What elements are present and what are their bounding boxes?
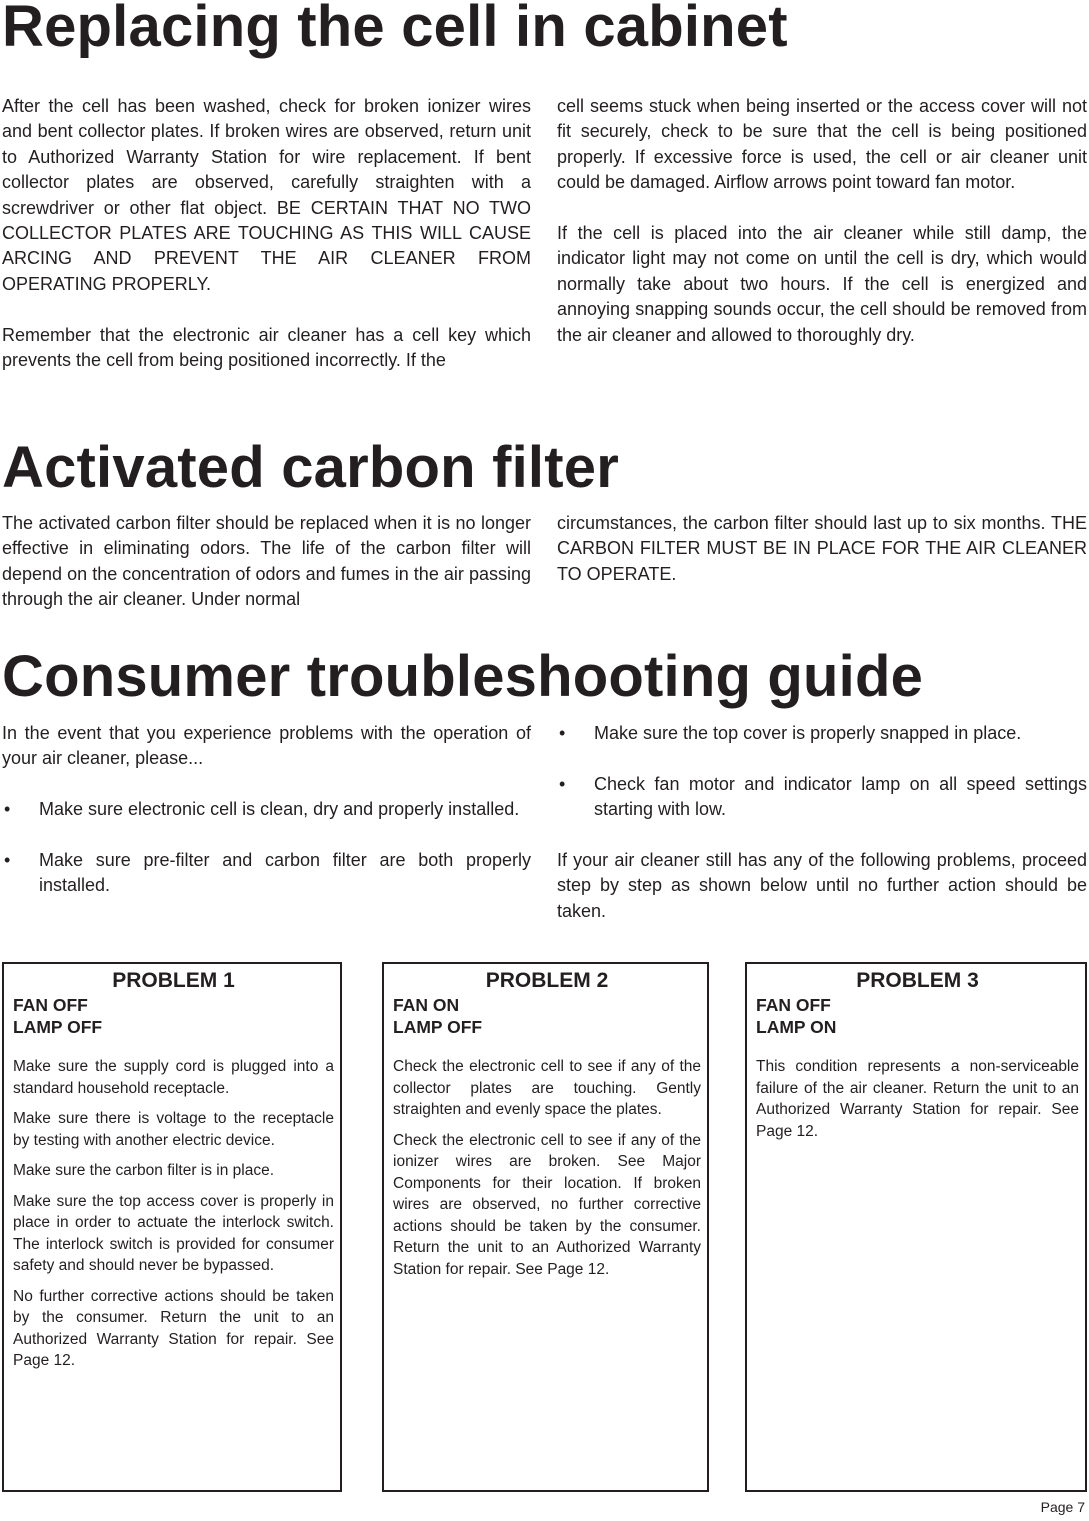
problem-step: Make sure there is voltage to the receptacle by testing with another electric device.	[13, 1110, 334, 1149]
cell-paragraph: After the cell has been washed, check for broken ionizer wires and bent collector plates. If broken wires are observed, return unit to Authorized Warranty Station for wire replacement. If bent collector plates are observed, carefully straighten with a screwdriver or other flat object. BE CERTAIN THAT NO TWO COLLECTOR PLATES ARE TOUCHING AS THIS WILL CAUSE ARCING AND PREVENT THE AIR CLEANER FROM OPERATING PROPERLY.	[2, 96, 531, 294]
guide-left-column	[2, 721, 531, 899]
problem-title: PROBLEM 1	[112, 969, 235, 992]
bullet-item	[2, 848, 531, 899]
problem-step: No further corrective actions should be taken by the consumer. Return the unit to an Authorized Warranty Station for repair. See Page 12.	[13, 1287, 334, 1369]
problem-step: Make sure the carbon filter is in place.	[13, 1162, 275, 1179]
heading-activated-carbon: Activated carbon filter	[2, 435, 619, 500]
problem-step: Check the electronic cell to see if any of the ionizer wires are broken. See Major Components for their location. If broken wires are observed, no further corrective actions should be taken by the consumer. Return the unit to an Authorized Warranty Station for repair. See Page 12.	[393, 1131, 701, 1278]
bullet-item	[557, 772, 1087, 823]
heading-troubleshooting: Consumer troubleshooting guide	[2, 644, 924, 709]
problem-title: PROBLEM 2	[485, 969, 609, 992]
bullet-item	[2, 797, 531, 822]
bullet-text: Make sure pre-filter and carbon filter are both properly installed.	[39, 850, 531, 896]
guide-intro: In the event that you experience problems with the operation of your air cleaner, please...	[2, 723, 531, 769]
problem-lamp-status: LAMP ON	[756, 1017, 837, 1037]
page-number: Page 7	[1040, 1499, 1085, 1515]
problem-title: PROBLEM 3	[856, 969, 979, 992]
problem-1-box	[2, 962, 342, 1492]
cell-paragraph: cell seems stuck when being inserted or the access cover will not fit securely, check to be sure that the cell is being positioned properly. If excessive force is used, the cell or air cleaner unit could be damaged. Airflow arrows point toward fan motor.	[557, 96, 1087, 193]
problem-step: Make sure the top access cover is properly in place in order to actuate the interlock switch. The interlock switch is provided for consumer safety and should never be bypassed.	[13, 1192, 334, 1274]
problem-fan-status: FAN OFF	[756, 995, 831, 1015]
cell-right-column	[557, 94, 1087, 348]
bullet-mark: •	[559, 773, 566, 794]
problem-fan-status: FAN ON	[393, 995, 460, 1015]
guide-right-column	[557, 721, 1087, 924]
bullet-mark: •	[4, 850, 11, 870]
bullet-item	[557, 721, 1087, 746]
problem-step: This condition represents a non-serviceable failure of the air cleaner. Return the unit to an Authorized Warranty Station for repair. See Page 12.	[756, 1058, 1079, 1140]
bullet-mark: •	[559, 723, 566, 743]
problem-3-box	[745, 962, 1087, 1492]
bullet-text: Check fan motor and indicator lamp on all speed settings starting with low.	[594, 773, 1087, 820]
problem-2-box	[382, 962, 709, 1492]
problem-lamp-status: LAMP OFF	[393, 1017, 483, 1037]
bullet-text: Make sure electronic cell is clean, dry and properly installed.	[39, 799, 520, 820]
problem-lamp-status: LAMP OFF	[13, 1017, 103, 1037]
bullet-mark: •	[4, 799, 11, 820]
cell-paragraph: Remember that the electronic air cleaner has a cell key which prevents the cell from being positioned incorrectly. If the	[2, 324, 531, 371]
problem-step: Check the electronic cell to see if any of the collector plates are touching. Gently straighten and evenly space the plates.	[393, 1058, 701, 1118]
carbon-paragraph: The activated carbon filter should be replaced when it is no longer effective in eliminating odors. The life of the carbon filter will depend on the concentration of odors and fumes in the air passing through the air cleaner. Under normal	[2, 513, 531, 610]
carbon-paragraph: circumstances, the carbon filter should last up to six months. THE CARBON FILTER MUST BE IN PLACE FOR THE AIR CLEANER TO OPERATE.	[557, 513, 1087, 584]
guide-closing: If your air cleaner still has any of the following problems, proceed step by step as shown below until no further action should be taken.	[557, 850, 1087, 921]
bullet-text: Make sure the top cover is properly snapped in place.	[594, 723, 1022, 743]
problem-fan-status: FAN OFF	[13, 995, 88, 1015]
carbon-right-column	[557, 511, 1087, 587]
cell-paragraph: If the cell is placed into the air cleaner while still damp, the indicator light may not come on until the cell is dry, which would normally take about two hours. If the cell is energized and annoying snapping sounds occur, the cell should be removed from the air cleaner and allowed to thoroughly dry.	[557, 223, 1087, 345]
cell-left-column	[2, 94, 531, 373]
problem-step: Make sure the supply cord is plugged into a standard household receptacle.	[13, 1058, 334, 1097]
carbon-left-column	[2, 511, 531, 613]
heading-replacing-cell: Replacing the cell in cabinet	[2, 0, 788, 59]
